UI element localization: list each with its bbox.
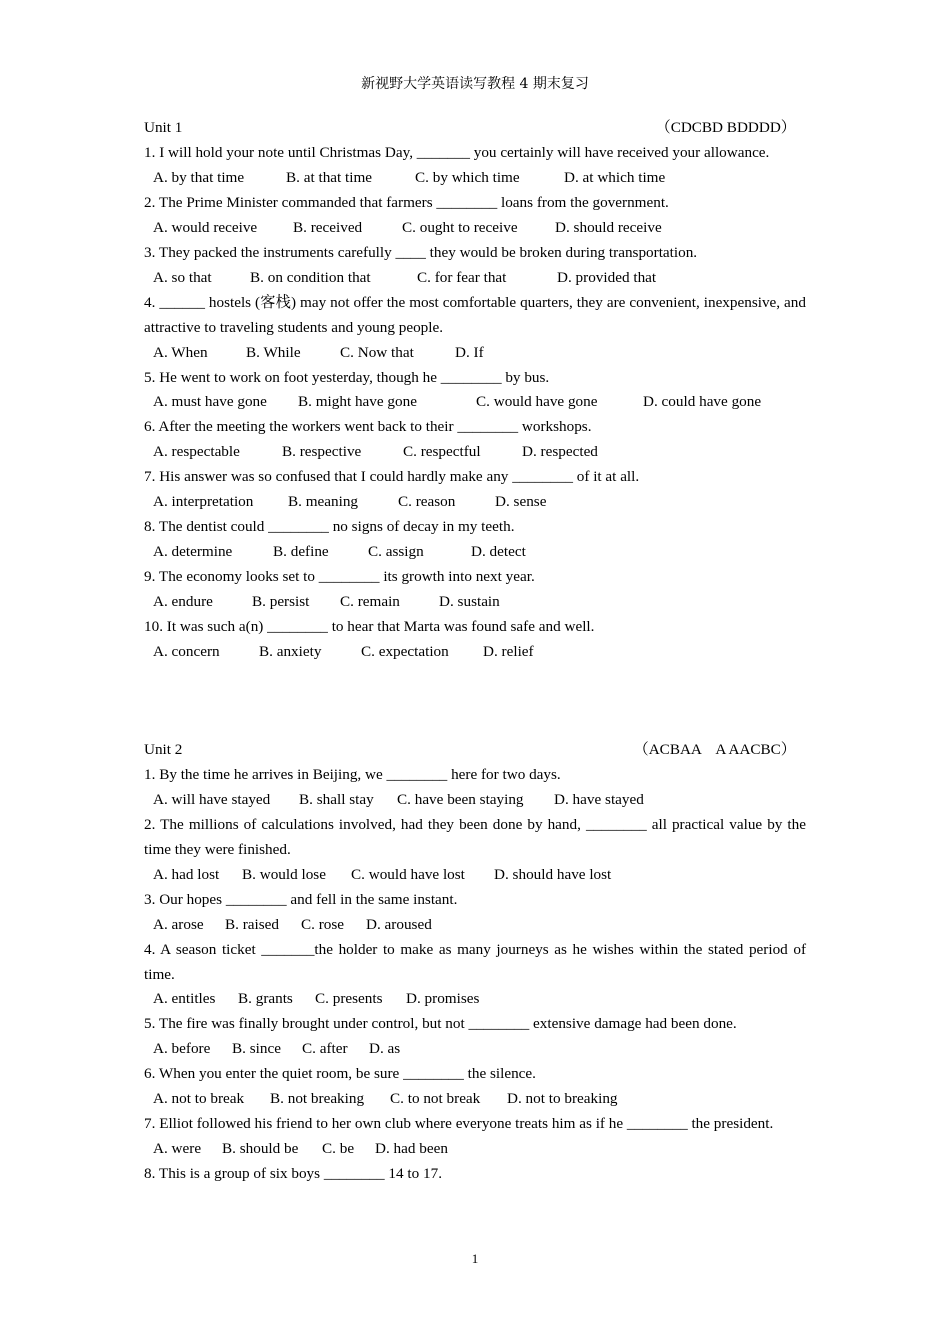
option-b: B. While <box>246 343 301 361</box>
option-a: A. would receive <box>153 218 258 236</box>
question-options <box>144 640 806 665</box>
option-d: D. should receive <box>555 218 662 236</box>
option-b: B. might have gone <box>298 393 417 411</box>
question-options <box>144 490 806 515</box>
option-c: C. would have gone <box>476 393 598 411</box>
option-b: B. since <box>232 1040 281 1058</box>
option-c: C. to not break <box>390 1090 481 1108</box>
option-a: A. When <box>153 343 208 361</box>
option-a: A. determine <box>153 543 233 561</box>
question-text: 5. The fire was finally brought under control, but not ________ extensive damage had been done. <box>144 1015 737 1033</box>
option-b: B. should be <box>222 1140 299 1158</box>
question-text: 4. ______ hostels (客栈) may not offer the most comfortable quarters, they are convenient, inexpensive, and attractive to traveling students and young people. <box>144 293 806 336</box>
option-c: C. would have lost <box>351 865 465 883</box>
option-d: D. promises <box>406 990 480 1008</box>
unit-2-section <box>144 738 806 1187</box>
option-c: C. by which time <box>415 168 520 186</box>
question-text: 8. This is a group of six boys ________ 14 to 17. <box>144 1165 442 1183</box>
option-c: C. rose <box>301 915 345 933</box>
option-b: B. grants <box>238 990 293 1008</box>
option-a: A. had lost <box>153 865 220 883</box>
option-b: B. respective <box>282 443 362 461</box>
option-c: C. presents <box>315 990 383 1008</box>
option-d: D. as <box>369 1040 401 1058</box>
option-b: B. not breaking <box>270 1090 365 1108</box>
option-c: C. have been staying <box>397 790 524 808</box>
option-c: C. after <box>302 1040 348 1058</box>
option-a: A. so that <box>153 268 212 286</box>
option-d: D. relief <box>483 642 534 660</box>
option-a: A. entitles <box>153 990 216 1008</box>
unit-1-answer-key: （CDCBD BDDDD） <box>655 119 796 136</box>
question-options <box>144 788 806 813</box>
option-a: A. must have gone <box>153 393 267 411</box>
unit-2-heading <box>144 738 806 763</box>
question-options <box>144 440 806 465</box>
unit-2-answer-key: （ACBAA A AACBC） <box>633 741 796 758</box>
question-text: 3. They packed the instruments carefully ____ they would be broken during transportation. <box>144 243 698 261</box>
option-d: D. sustain <box>439 593 500 611</box>
option-c: C. assign <box>368 543 424 561</box>
question-options <box>144 266 806 291</box>
question-text: 7. Elliot followed his friend to her own club where everyone treats him as if he ________ the president. <box>144 1115 774 1133</box>
unit-1-heading <box>144 116 806 141</box>
question-text: 6. After the meeting the workers went back to their ________ workshops. <box>144 418 592 436</box>
option-a: A. arose <box>153 915 204 933</box>
question-options <box>144 390 806 415</box>
question-text: 10. It was such a(n) ________ to hear that Marta was found safe and well. <box>144 618 595 636</box>
option-c: C. remain <box>340 593 400 611</box>
option-b: B. anxiety <box>259 642 322 660</box>
option-c: C. respectful <box>403 443 481 461</box>
option-c: C. expectation <box>361 642 449 660</box>
option-b: B. persist <box>252 593 310 611</box>
option-a: A. concern <box>153 642 220 660</box>
option-b: B. received <box>293 218 363 236</box>
option-b: B. on condition that <box>250 268 371 286</box>
option-b: B. define <box>273 543 329 561</box>
option-d: D. should have lost <box>494 865 612 883</box>
option-a: A. by that time <box>153 168 245 186</box>
option-c: C. reason <box>398 493 456 511</box>
option-d: D. aroused <box>366 915 432 933</box>
question-options <box>144 1037 806 1062</box>
question-text: 3. Our hopes ________ and fell in the same instant. <box>144 890 458 908</box>
question-options <box>144 987 806 1012</box>
option-a: A. not to break <box>153 1090 245 1108</box>
page-number: 1 <box>471 1251 479 1266</box>
option-a: A. endure <box>153 593 213 611</box>
option-d: D. If <box>455 343 484 361</box>
question-options <box>144 590 806 615</box>
question-options <box>144 540 806 565</box>
question-options <box>144 216 806 241</box>
question-text: 2. The millions of calculations involved, had they been done by hand, ________ all practical value by the time they were finished. <box>144 815 806 858</box>
question-options <box>144 166 806 191</box>
option-d: D. not to breaking <box>507 1090 618 1108</box>
option-c: C. ought to receive <box>402 218 518 236</box>
question-text: 9. The economy looks set to ________ its growth into next year. <box>144 568 535 586</box>
question-options <box>144 913 806 938</box>
option-d: D. respected <box>522 443 598 461</box>
question-options <box>144 341 806 366</box>
question-text: 2. The Prime Minister commanded that farmers ________ loans from the government. <box>144 193 669 211</box>
option-a: A. were <box>153 1140 202 1158</box>
question-text: 6. When you enter the quiet room, be sure ________ the silence. <box>144 1065 536 1083</box>
question-text: 1. I will hold your note until Christmas Day, _______ you certainly will have received your allowance. <box>144 144 770 161</box>
option-a: A. will have stayed <box>153 790 271 808</box>
question-text: 7. His answer was so confused that I could hardly make any ________ of it at all. <box>144 468 640 486</box>
unit-1-title: Unit 1 <box>144 119 183 136</box>
option-b: B. raised <box>225 915 279 933</box>
option-a: A. interpretation <box>153 493 254 511</box>
option-d: D. had been <box>375 1140 448 1158</box>
option-a: A. respectable <box>153 443 240 461</box>
option-c: C. Now that <box>340 343 414 361</box>
option-b: B. at that time <box>286 168 373 186</box>
option-a: A. before <box>153 1040 211 1058</box>
option-d: D. at which time <box>564 168 666 186</box>
question-options <box>144 863 806 888</box>
option-b: B. shall stay <box>299 790 374 808</box>
option-c: C. for fear that <box>417 268 507 286</box>
option-c: C. be <box>322 1140 355 1158</box>
question-text: 8. The dentist could ________ no signs of decay in my teeth. <box>144 518 515 536</box>
unit-2-title: Unit 2 <box>144 741 183 758</box>
option-d: D. could have gone <box>643 393 762 411</box>
unit-1-section <box>144 116 806 665</box>
option-d: D. detect <box>471 543 526 561</box>
question-text: 1. By the time he arrives in Beijing, we ________ here for two days. <box>144 766 561 783</box>
question-options <box>144 1137 806 1162</box>
question-options <box>144 1087 806 1112</box>
option-d: D. have stayed <box>554 790 644 808</box>
document-header: 新视野大学英语读写教程 4 期末复习 <box>361 76 589 92</box>
question-text: 4. A season ticket _______the holder to make as many journeys as he wishes within the stated period of time. <box>144 940 806 983</box>
option-d: D. sense <box>495 493 547 511</box>
option-b: B. meaning <box>288 493 359 511</box>
option-d: D. provided that <box>557 268 657 286</box>
question-text: 5. He went to work on foot yesterday, though he ________ by bus. <box>144 368 550 386</box>
option-b: B. would lose <box>242 865 326 883</box>
